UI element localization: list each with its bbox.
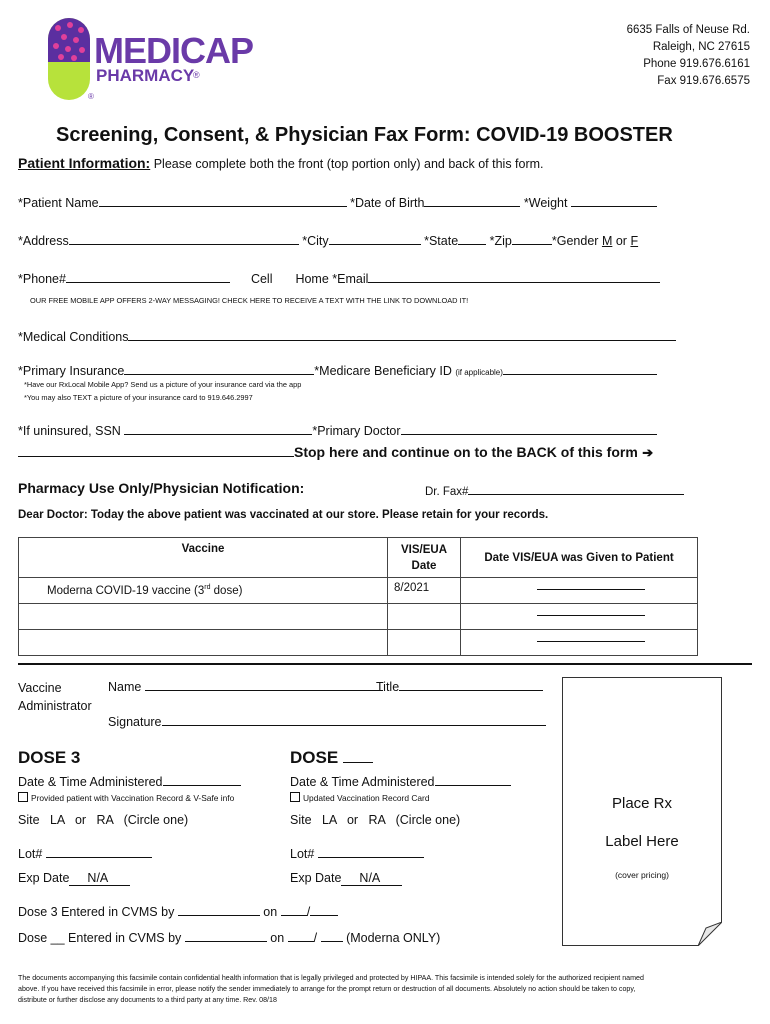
primary-doctor-label: *Primary Doctor [312,424,401,438]
dose3-datetime-field[interactable] [163,774,241,786]
dose3-provided-checkbox[interactable] [18,792,28,802]
insurance-note-2: *You may also TEXT a picture of your insurance card to 919.646.2997 [24,393,253,402]
cvms1-by-field[interactable] [178,904,260,916]
dose-other-updated-checkbox[interactable] [290,792,300,802]
cvms-row-2: Dose __ Entered in CVMS by on / (Moderna ONLY) [18,931,441,945]
table-row [19,604,698,630]
row-name [18,195,657,210]
logo-reg-mark: ® [193,70,200,80]
email-label: *Email [332,272,369,286]
table-header-row [19,538,698,578]
patient-info-instruction: Please complete both the front (top portion only) and back of this form. [153,157,544,171]
footer-line-3: distribute or further disclose any documents to a third party at any time. Rev. 08/18 [18,996,277,1004]
dr-fax-row [425,483,684,498]
dose-other-exp-row: Exp Date N/A [290,871,402,885]
row-stop [18,442,653,462]
ssn-field[interactable] [124,423,312,435]
admin-signature-field[interactable] [162,714,546,726]
cvms2-month-field[interactable] [288,930,314,942]
medical-conditions-field[interactable] [128,329,676,341]
phone-field[interactable] [66,271,230,283]
medicare-id-label: *Medicare Beneficiary ID [314,364,452,378]
zip-field[interactable] [512,233,552,245]
dose3-datetime-row: Date & Time Administered [18,774,241,789]
rx-label-box [562,677,722,946]
cvms-row-1: Dose 3 Entered in CVMS by on / [18,904,338,919]
dose3-site[interactable]: Site LA or RA (Circle one) [18,813,189,827]
row-address [18,233,638,248]
dose-other-datetime-field[interactable] [435,774,511,786]
weight-field[interactable] [571,195,657,207]
row-phone [18,271,660,286]
city-label: *City [302,234,329,248]
dose3-lot-row: Lot# [18,846,152,861]
row2-vaccine[interactable] [19,604,388,630]
admin-title-label: Title [376,680,400,694]
dose-other-exp-value[interactable]: N/A [341,871,402,886]
dob-label: *Date of Birth [350,196,425,210]
dose-other-lot-field[interactable] [318,846,424,858]
dose-other-updated-row[interactable]: Updated Vaccination Record Card [290,792,429,803]
row-medical [18,329,676,344]
rx-label-line2: Label Here [605,833,679,850]
medicare-id-field[interactable] [503,365,657,375]
dose3-heading: DOSE 3 [18,748,81,767]
admin-name-field[interactable] [145,679,383,691]
city-field[interactable] [329,233,421,245]
insurance-note-1: *Have our RxLocal Mobile App? Send us a picture of your insurance card via the app [24,380,302,389]
address-label: *Address [18,234,69,248]
cell-option[interactable]: Cell [250,272,273,286]
gender-or: or [615,234,627,248]
primary-insurance-field[interactable] [124,363,314,375]
address-phone: Phone 919.676.6161 [643,58,750,70]
section-divider [18,663,752,665]
phone-label: *Phone# [18,272,66,286]
weight-label: *Weight [523,196,568,210]
patient-name-label: *Patient Name [18,196,99,210]
row1-date-given[interactable] [461,578,698,604]
pharmacy-use-heading: Pharmacy Use Only/Physician Notification: [18,480,305,496]
address-field[interactable] [69,233,299,245]
vaccine-admin-label: Vaccine Administrator [18,681,92,713]
dr-fax-label: Dr. Fax# [425,486,469,498]
row2-date-given[interactable] [461,604,698,630]
dob-field[interactable] [424,195,520,207]
row3-date-given[interactable] [461,630,698,656]
logo-sub: PHARMACY [96,66,195,85]
pill-icon [44,16,94,104]
state-label: *State [424,234,459,248]
row-insurance [18,363,657,378]
form-title: Screening, Consent, & Physician Fax Form: COVID-19 BOOSTER [56,124,673,146]
admin-name-label: Name [108,680,142,694]
address-fax: Fax 919.676.6575 [657,75,750,87]
dose-other-heading-row: DOSE [290,748,373,768]
primary-insurance-label: *Primary Insurance [18,364,125,378]
row3-vis-date[interactable] [388,630,461,656]
page-curl-icon [698,922,722,946]
arrow-right-icon: ➔ [642,445,654,460]
dose-other-site[interactable]: Site LA or RA (Circle one) [290,813,461,827]
dose3-provided-row[interactable]: Provided patient with Vaccination Record & V-Safe info [18,792,234,803]
row1-vis-date: 8/2021 [388,578,461,604]
header-vaccine: Vaccine [19,538,388,578]
row3-vaccine[interactable] [19,630,388,656]
cvms2-day-field[interactable] [321,930,343,942]
admin-title-row [376,679,543,694]
dose3-exp-row: Exp Date N/A [18,871,130,885]
address-city: Raleigh, NC 27615 [652,41,750,53]
stop-signature-line [18,442,294,457]
rx-label-line1: Place Rx [611,795,673,812]
state-field[interactable] [458,233,486,245]
row-ssn [18,423,657,438]
gender-label: *Gender [551,234,599,248]
home-option[interactable]: Home [295,272,329,286]
dr-fax-field[interactable] [468,483,684,495]
logo-main: MEDICAP [94,30,254,71]
email-field[interactable] [368,271,660,283]
row2-vis-date[interactable] [388,604,461,630]
admin-name-row [108,679,383,694]
ssn-label: *If uninsured, SSN [18,424,121,438]
if-applicable-note: (if applicable) [455,368,503,377]
patient-info-heading: Patient Information: [18,155,151,171]
dose3-lot-field[interactable] [46,846,152,858]
dose3-exp-value[interactable]: N/A [69,871,130,886]
cvms2-by-field[interactable] [185,930,267,942]
admin-signature-row [108,714,546,729]
admin-signature-label: Signature [108,715,162,729]
table-row [19,630,698,656]
vaccine-table [18,537,698,656]
address-street: 6635 Falls of Neuse Rd. [626,24,750,36]
cvms1-day-field[interactable] [310,904,338,916]
patient-info-header [18,155,544,171]
admin-title-field[interactable] [399,679,543,691]
patient-name-field[interactable] [99,195,347,207]
gender-m-option[interactable]: M [601,234,613,248]
table-row [19,578,698,604]
dose-other-lot-row: Lot# [290,846,424,861]
dose-other-number-field[interactable] [343,748,373,763]
footer-line-2: above. If you have received this facsimile in error, please notify the sender immediately to arrange for the prompt return or destruction of all documents. Absolutely no action should be taken to copy, [18,985,636,993]
address-block [627,22,750,90]
mobile-app-note[interactable]: OUR FREE MOBILE APP OFFERS 2-WAY MESSAGING! CHECK HERE TO RECEIVE A TEXT WITH THE LINK TO DOWNLOAD IT! [30,296,469,305]
footer-line-1: The documents accompanying this facsimile contain confidential health information that is legally privileged and protected by HIPAA. This facsimile is intended solely for the authorized recipient named [18,974,644,982]
logo-reg-mark-2: ® [88,92,94,101]
footer-disclaimer [18,973,644,1006]
row1-vaccine: Moderna COVID-19 vaccine (3rd dose) [19,578,388,604]
medical-conditions-label: *Medical Conditions [18,330,129,344]
header-vis-date: VIS/EUA Date [388,538,461,578]
dose-other-datetime-row: Date & Time Administered [290,774,511,789]
zip-label: *Zip [489,234,512,248]
cvms1-month-field[interactable] [281,904,307,916]
dear-doctor-text: Dear Doctor: Today the above patient was vaccinated at our store. Please retain for your records. [18,509,549,521]
gender-f-option[interactable]: F [630,234,639,248]
primary-doctor-field[interactable] [401,423,657,435]
stop-here-text: Stop here and continue on to the BACK of this form [294,444,638,460]
header-date-given: Date VIS/EUA was Given to Patient [461,538,698,578]
rx-label-note: (cover pricing) [615,870,669,880]
